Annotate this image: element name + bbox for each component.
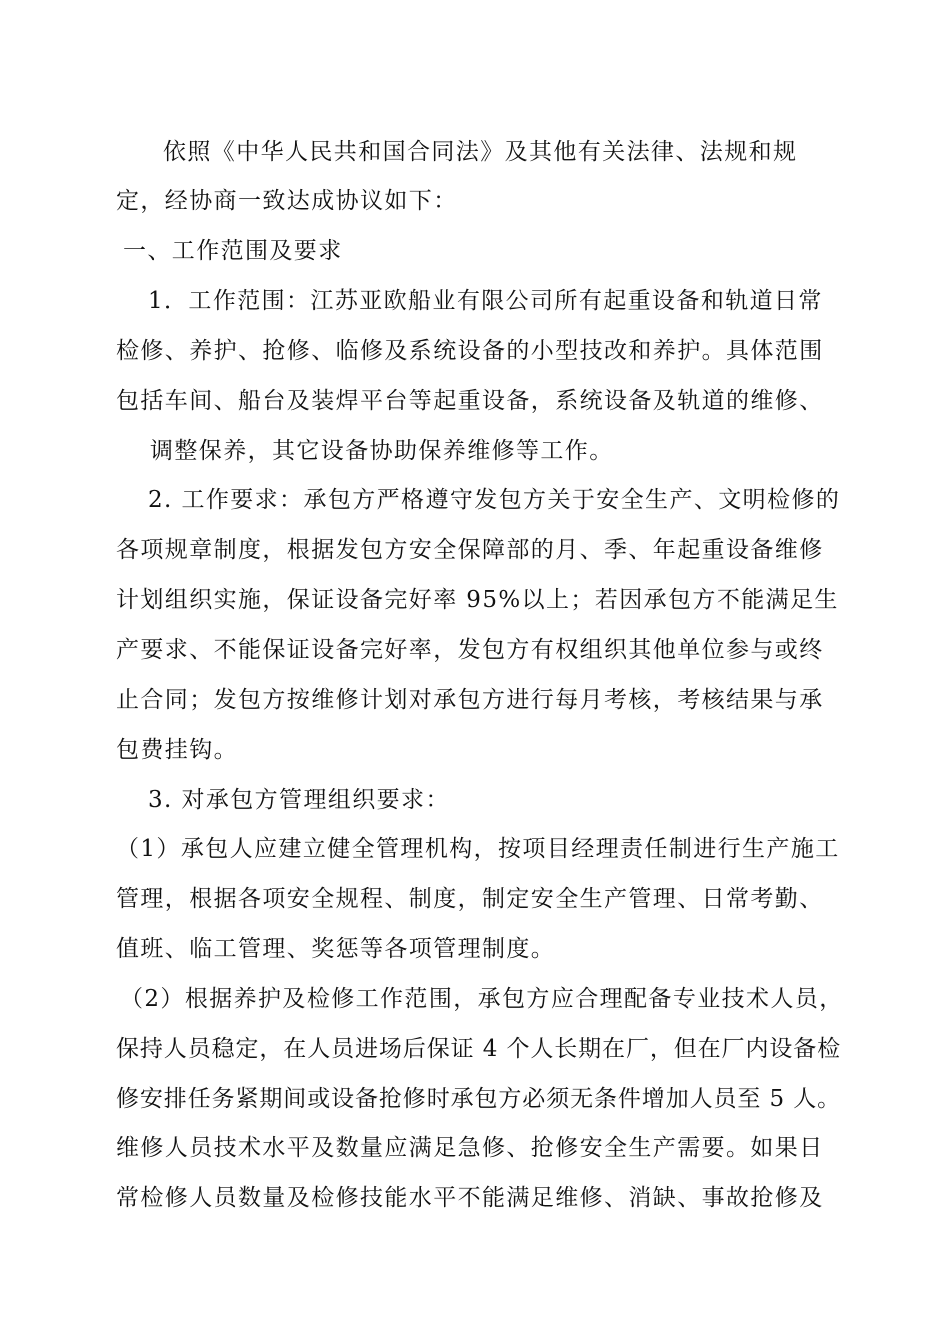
paragraph-line: 检修、养护、抢修、临修及系统设备的小型技改和养护。具体范围 — [116, 338, 824, 364]
paragraph-line: 2. 工作要求：承包方严格遵守发包方关于安全生产、文明检修的 — [148, 487, 841, 513]
paragraph-line: 保持人员稳定，在人员进场后保证 4 个人长期在厂，但在厂内设备检 — [116, 1036, 842, 1062]
paragraph-line: 包费挂钩。 — [116, 737, 238, 763]
paragraph-line: 常检修人员数量及检修技能水平不能满足维修、消缺、事故抢修及 — [116, 1185, 824, 1211]
paragraph-line: 止合同；发包方按维修计划对承包方进行每月考核，考核结果与承 — [116, 687, 824, 713]
paragraph-line: 管理，根据各项安全规程、制度，制定安全生产管理、日常考勤、 — [116, 886, 824, 912]
paragraph-line: 依照《中华人民共和国合同法》及其他有关法律、法规和规 — [163, 139, 798, 165]
section-heading: 一、工作范围及要求 — [123, 238, 343, 264]
paragraph-line: 各项规章制度，根据发包方安全保障部的月、季、年起重设备维修 — [116, 537, 824, 563]
paragraph-line: 修安排任务紧期间或设备抢修时承包方必须无条件增加人员至 5 人。 — [116, 1086, 842, 1112]
paragraph-line: 值班、临工管理、奖惩等各项管理制度。 — [116, 936, 556, 962]
paragraph-line: 包括车间、船台及装焊平台等起重设备，系统设备及轨道的维修、 — [116, 388, 824, 414]
paragraph-line: （1）承包人应建立健全管理机构，按项目经理责任制进行生产施工 — [116, 836, 840, 862]
paragraph-line: 调整保养，其它设备协助保养维修等工作。 — [150, 438, 614, 464]
paragraph-line: （2）根据养护及检修工作范围，承包方应合理配备专业技术人员， — [120, 986, 844, 1012]
paragraph-line: 3. 对承包方管理组织要求： — [148, 787, 450, 813]
paragraph-line: 产要求、不能保证设备完好率，发包方有权组织其他单位参与或终 — [116, 637, 824, 663]
paragraph-line: 定，经协商一致达成协议如下： — [116, 188, 458, 214]
paragraph-line: 计划组织实施，保证设备完好率 95%以上；若因承包方不能满足生 — [116, 587, 839, 613]
paragraph-line: 1．工作范围：江苏亚欧船业有限公司所有起重设备和轨道日常 — [148, 288, 823, 314]
paragraph-line: 维修人员技术水平及数量应满足急修、抢修安全生产需要。如果日 — [116, 1135, 824, 1161]
